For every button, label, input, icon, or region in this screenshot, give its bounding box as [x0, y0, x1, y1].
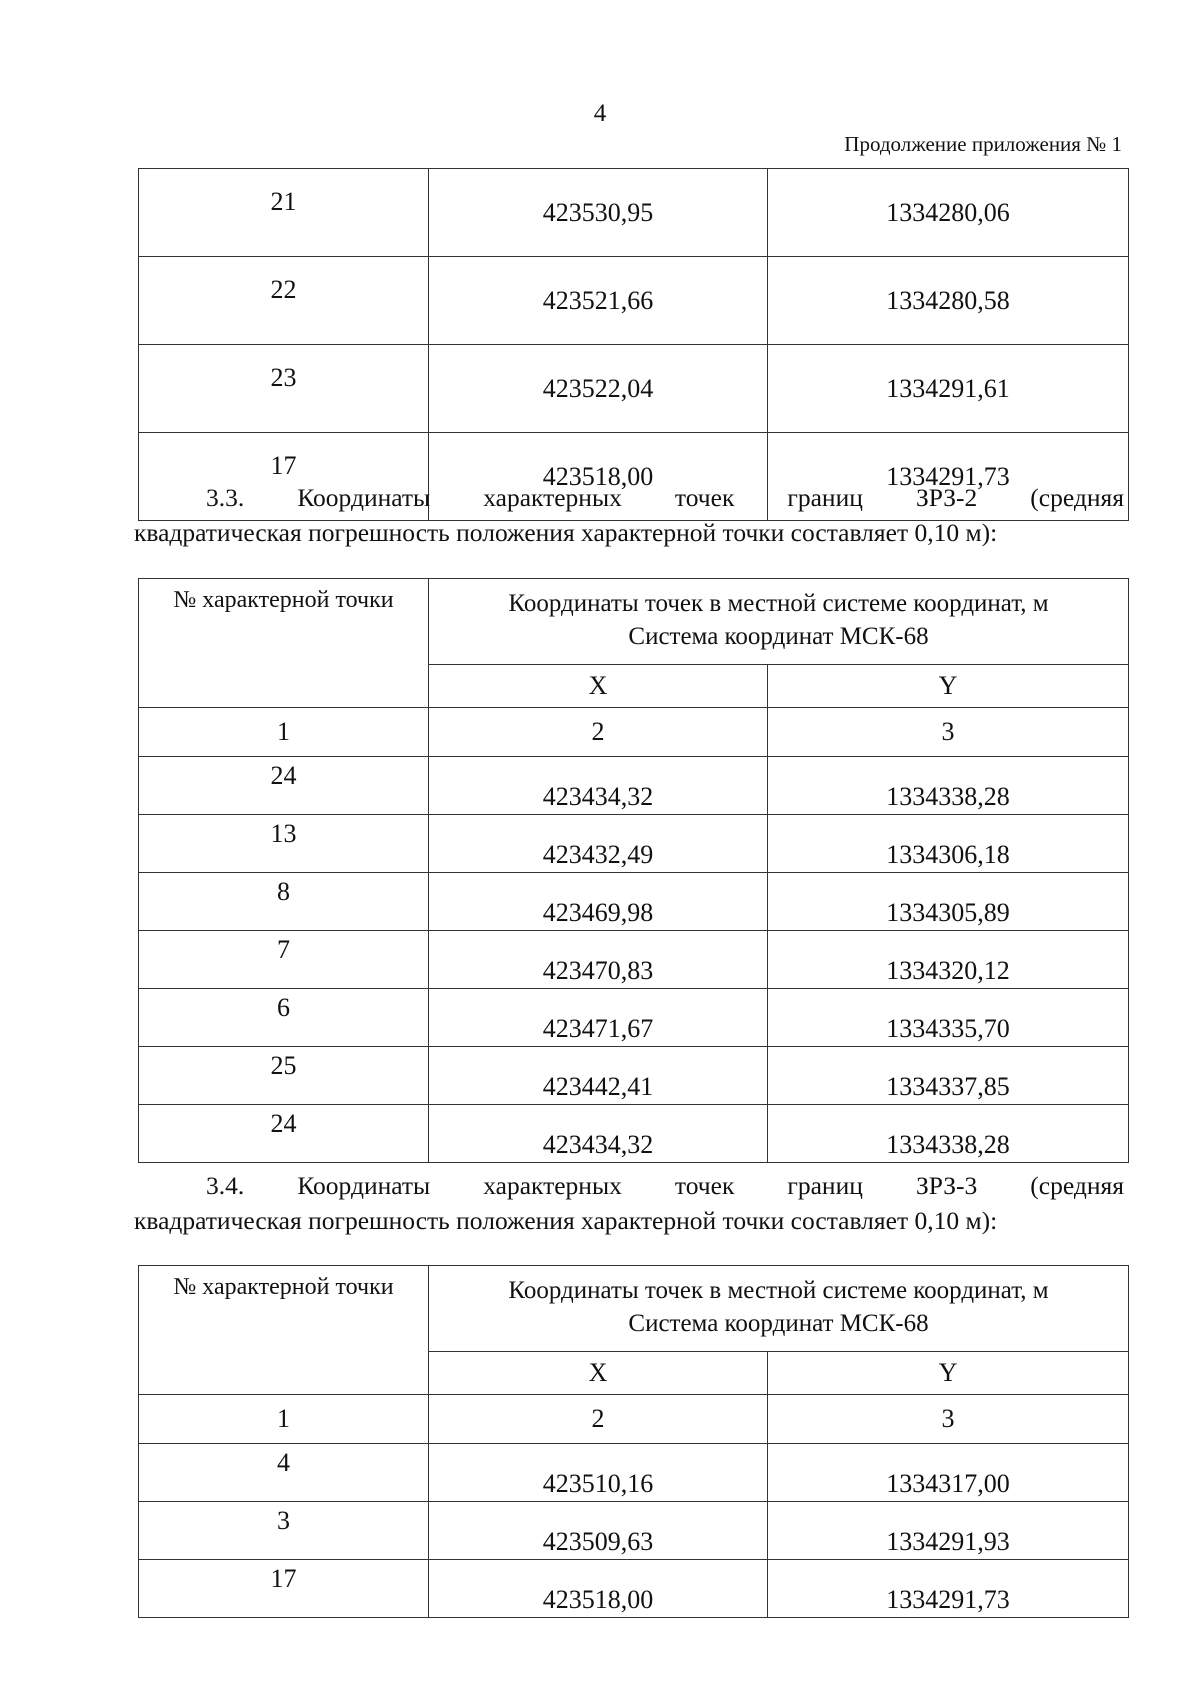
header-coordinates-line2: Система координат МСК-68: [628, 1310, 929, 1337]
paragraph-word: характерных: [483, 1171, 622, 1200]
table-row: [139, 1502, 1129, 1560]
header-x: X: [429, 1351, 768, 1394]
y-coordinate-cell: 1334338,28: [768, 1105, 1129, 1163]
section-3-4-second-line: квадратическая погрешность положения характерной точки составляет 0,10 м):: [134, 1206, 998, 1235]
col-index-2: 2: [429, 1395, 768, 1444]
point-number-cell: 22: [139, 257, 429, 345]
header-point-number: № характерной точки: [139, 1266, 429, 1395]
section-3-3-first-line: [134, 480, 1124, 515]
zrz3-coordinates-table: [138, 1265, 1129, 1618]
header-y: Y: [768, 664, 1129, 707]
x-coordinate-cell: 423432,49: [429, 815, 768, 873]
y-coordinate-cell: 1334291,73: [768, 1560, 1129, 1618]
point-number-cell: 13: [139, 815, 429, 873]
point-number-cell: 4: [139, 1444, 429, 1502]
header-point-number: № характерной точки: [139, 579, 429, 708]
table-index-row: [139, 708, 1129, 757]
point-number-cell: 17: [139, 433, 429, 521]
point-number-cell: 7: [139, 931, 429, 989]
paragraph-word: границ: [787, 483, 863, 512]
point-number-cell: 24: [139, 757, 429, 815]
x-coordinate-cell: 423521,66: [429, 257, 768, 345]
table-row: [139, 1047, 1129, 1105]
y-coordinate-cell: 1334291,73: [768, 433, 1129, 521]
point-number-cell: 6: [139, 989, 429, 1047]
y-coordinate-cell: 1334320,12: [768, 931, 1129, 989]
x-coordinate-cell: 423470,83: [429, 931, 768, 989]
point-number-cell: 21: [139, 169, 429, 257]
paragraph-word: (средняя: [1030, 483, 1124, 512]
y-coordinate-cell: 1334338,28: [768, 757, 1129, 815]
y-coordinate-cell: 1334337,85: [768, 1047, 1129, 1105]
y-coordinate-cell: 1334306,18: [768, 815, 1129, 873]
point-number-cell: 3: [139, 1502, 429, 1560]
y-coordinate-cell: 1334317,00: [768, 1444, 1129, 1502]
col-index-3: 3: [768, 1395, 1129, 1444]
header-x: X: [429, 664, 768, 707]
table-row: [139, 815, 1129, 873]
paragraph-word: (средняя: [1030, 1171, 1124, 1200]
col-index-3: 3: [768, 708, 1129, 757]
table-row: [139, 1560, 1129, 1618]
zrz2-coordinates-table: [138, 578, 1129, 1163]
header-y: Y: [768, 1351, 1129, 1394]
table-row: [139, 1444, 1129, 1502]
point-number-cell: 25: [139, 1047, 429, 1105]
x-coordinate-cell: 423442,41: [429, 1047, 768, 1105]
table-row: [139, 873, 1129, 931]
y-coordinate-cell: 1334291,93: [768, 1502, 1129, 1560]
point-number-cell: 24: [139, 1105, 429, 1163]
point-number-cell: 17: [139, 1560, 429, 1618]
y-coordinate-cell: 1334291,61: [768, 345, 1129, 433]
table-row: [139, 989, 1129, 1047]
table-header-row: [139, 579, 1129, 665]
point-number-cell: 23: [139, 345, 429, 433]
col-index-1: 1: [139, 1395, 429, 1444]
x-coordinate-cell: 423510,16: [429, 1444, 768, 1502]
header-coordinates-line1: Координаты точек в местной системе координат, м: [508, 590, 1049, 617]
coordinates-table-continued: [138, 168, 1129, 521]
header-coordinates: [429, 579, 1129, 665]
paragraph-word: 3.3.: [206, 483, 245, 512]
x-coordinate-cell: 423434,32: [429, 757, 768, 815]
paragraph-word: границ: [787, 1171, 863, 1200]
paragraph-word: ЗРЗ-3: [915, 1171, 978, 1200]
table-header-row: [139, 1266, 1129, 1352]
section-3-4-first-line: [134, 1168, 1124, 1203]
table-row: [139, 757, 1129, 815]
x-coordinate-cell: 423518,00: [429, 433, 768, 521]
y-coordinate-cell: 1334335,70: [768, 989, 1129, 1047]
table-row: [139, 169, 1129, 257]
paragraph-word: точек: [674, 1171, 735, 1200]
col-index-1: 1: [139, 708, 429, 757]
table-row: [139, 931, 1129, 989]
table-row: [139, 1105, 1129, 1163]
col-index-2: 2: [429, 708, 768, 757]
header-coordinates-line1: Координаты точек в местной системе координат, м: [508, 1277, 1049, 1304]
point-number-cell: 8: [139, 873, 429, 931]
paragraph-word: точек: [674, 483, 735, 512]
x-coordinate-cell: 423471,67: [429, 989, 768, 1047]
y-coordinate-cell: 1334305,89: [768, 873, 1129, 931]
x-coordinate-cell: 423522,04: [429, 345, 768, 433]
header-coordinates-line2: Система координат МСК-68: [628, 623, 929, 650]
paragraph-word: Координаты: [297, 483, 431, 512]
x-coordinate-cell: 423518,00: [429, 1560, 768, 1618]
y-coordinate-cell: 1334280,58: [768, 257, 1129, 345]
header-coordinates: [429, 1266, 1129, 1352]
table-index-row: [139, 1395, 1129, 1444]
paragraph-word: Координаты: [297, 1171, 431, 1200]
section-3-4-paragraph: [134, 1168, 1124, 1238]
section-3-3-paragraph: [134, 480, 1124, 550]
paragraph-word: ЗРЗ-2: [915, 483, 978, 512]
continuation-note: Продолжение приложения № 1: [844, 132, 1122, 156]
y-coordinate-cell: 1334280,06: [768, 169, 1129, 257]
paragraph-word: 3.4.: [206, 1171, 245, 1200]
x-coordinate-cell: 423509,63: [429, 1502, 768, 1560]
page-number: 4: [593, 100, 607, 127]
x-coordinate-cell: 423469,98: [429, 873, 768, 931]
table-row: [139, 257, 1129, 345]
section-3-3-second-line: квадратическая погрешность положения характерной точки составляет 0,10 м):: [134, 518, 998, 547]
table-row: [139, 345, 1129, 433]
paragraph-word: характерных: [483, 483, 622, 512]
x-coordinate-cell: 423434,32: [429, 1105, 768, 1163]
x-coordinate-cell: 423530,95: [429, 169, 768, 257]
